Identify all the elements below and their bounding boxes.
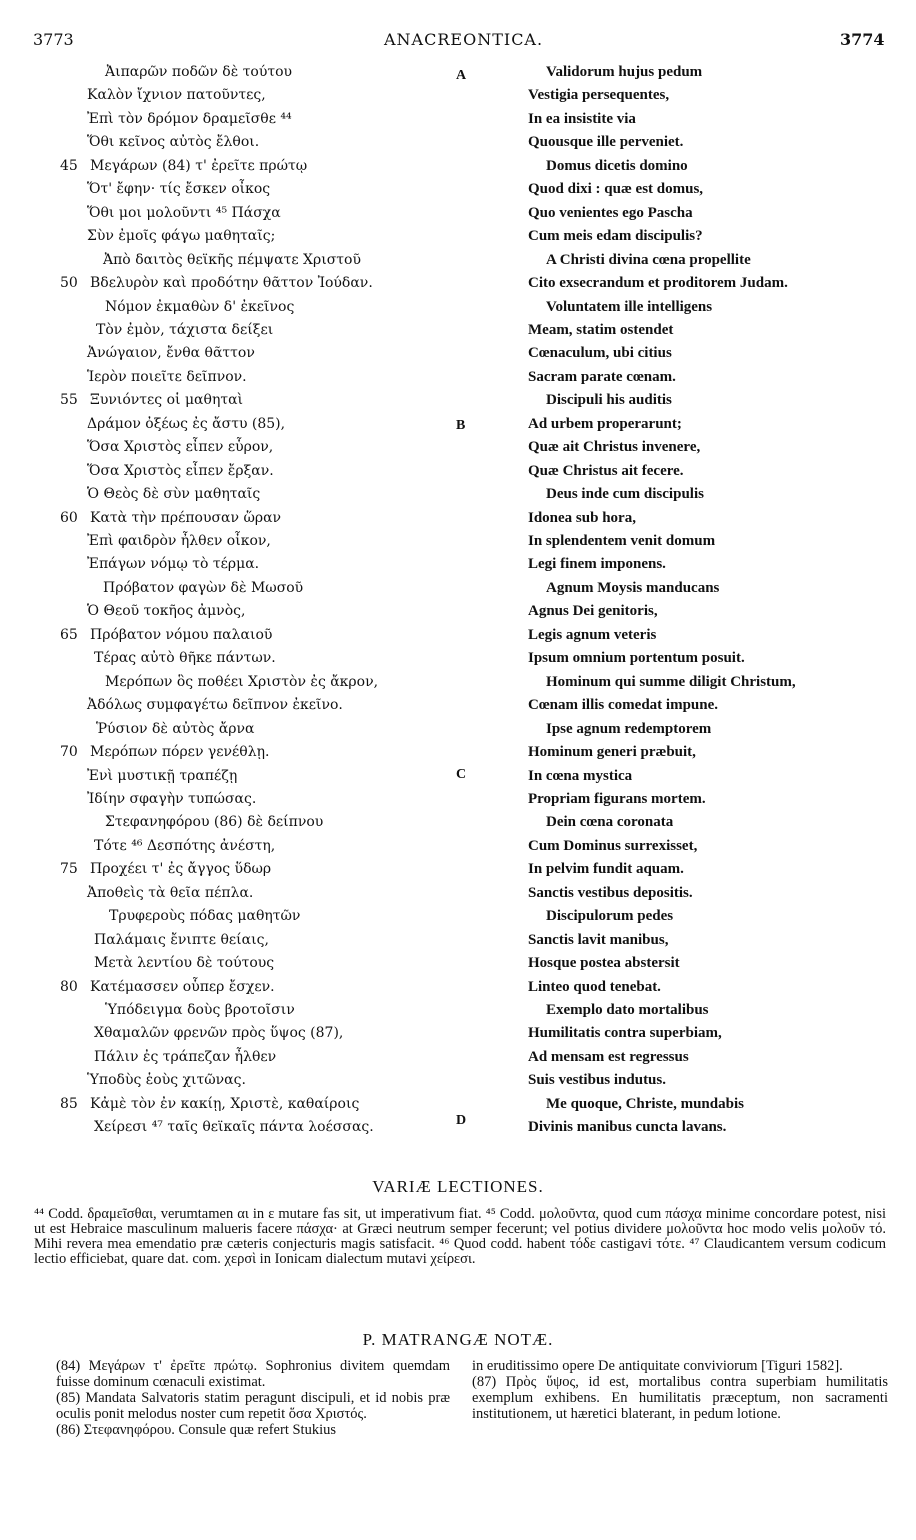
latin-verse-line: Ad urbem properarunt;: [528, 415, 682, 432]
greek-verse-line: Τρυφεροὺς πόδας μαθητῶν: [109, 908, 301, 925]
latin-verse-line: In pelvim fundit aquam.: [528, 861, 684, 878]
latin-verse-line: Discipuli his auditis: [546, 392, 672, 409]
greek-verse-line: Τέρας αὐτὸ θῆκε πάντων.: [94, 650, 276, 667]
greek-verse-line: Ὅθι κεῖνος αὐτὸς ἔλθοι.: [87, 134, 260, 151]
latin-verse-line: In ea insistite via: [528, 110, 636, 127]
latin-verse-line: Hominum qui summe diligit Christum,: [546, 673, 796, 690]
greek-verse-line: Τότε ⁴⁶ Δεσπότης ἀνέστη,: [94, 837, 276, 854]
verse-number: 85: [60, 1095, 78, 1112]
greek-verse-line: Μεγάρων (84) τ' ἐρεῖτε πρώτῳ: [90, 157, 308, 174]
greek-verse-line: Ὅτ' ἔφην· τίς ἔσκεν οἶκος: [87, 181, 271, 198]
latin-verse-line: Quæ ait Christus invenere,: [528, 439, 701, 456]
note-84: (84) Μεγάρων τ' ἐρεῖτε πρώτῳ. Sophronius divitem quemdam fuisse dominum cœnaculi existimat.: [56, 1358, 450, 1390]
latin-verse-line: Linteo quod tenebat.: [528, 978, 661, 995]
page-number-left: 3773: [33, 30, 74, 49]
column-section-letter: C: [456, 767, 467, 782]
greek-verse-line: Ὁ Θεὸς δὲ σὺν μαθηταῖς: [87, 486, 261, 503]
verse-number: 75: [60, 861, 78, 878]
latin-verse-line: Divinis manibus cuncta lavans.: [528, 1119, 727, 1136]
notes-left-column: [56, 1358, 450, 1438]
verse-number: 45: [60, 157, 78, 174]
latin-verse-line: Cito exsecrandum et proditorem Judam.: [528, 275, 788, 292]
note-86-continued: in eruditissimo opere De antiquitate conviviorum [Tiguri 1582].: [472, 1358, 843, 1374]
latin-verse-line: Idonea sub hora,: [528, 509, 636, 526]
greek-verse-line: Ἱερὸν ποιεῖτε δεῖπνον.: [87, 368, 247, 385]
greek-verse-line: Χείρεσι ⁴⁷ ταῖς θεϊκαῖς πάντα λοέσσας.: [94, 1119, 374, 1136]
greek-verse-line: Ὑποδὺς ἑοὺς χιτῶνας.: [87, 1072, 246, 1089]
greek-verse-line: Ἐπὶ τὸν δρόμον δραμεῖσθε ⁴⁴: [87, 110, 292, 127]
greek-verse-line: Ὑπόδειγμα δοὺς βροτοῖσιν: [105, 1002, 295, 1018]
variae-lectiones-text: ⁴⁴ Codd. δραμεῖσθαι, verumtamen αι in ε mutare fas sit, ut imperativum fiat. ⁴⁵ Codd. μολοῦντα, quod cum πάσχα minime concordare potest, nisi ut est Hebraice masculinum malueris facere πάσχα· at Græci neutrum semper fecerunt; vel potius dividere μολοῦντα hoc modo velis μολοῦν τό. Mihi revera mea emendatio præ cæteris conjecturis magis satisfacit. ⁴⁶ Quod codd. habent τόδε castigavi τότε. ⁴⁷ Claudicantem versum codicum lectio efficiebat, quare dat. com. χερσὶ in Ionicam dialectum mutavi χείρεσι.: [34, 1206, 886, 1267]
running-title: ANACREONTICA.: [384, 30, 544, 49]
greek-verse-line: Ὁ Θεοῦ τοκῆος ἀμνὸς,: [87, 603, 246, 620]
greek-verse-line: Ῥύσιον δὲ αὐτὸς ἄρνα: [96, 720, 255, 737]
greek-verse-line: Ξυνιόντες οἱ μαθηταὶ: [90, 392, 244, 409]
greek-verse-line: Στεφανηφόρου (86) δὲ δείπνου: [105, 814, 324, 831]
greek-verse-line: Ὅσα Χριστὸς εἶπεν εὗρον,: [87, 439, 274, 456]
greek-verse-line: Νόμον ἐκμαθὼν δ' ἐκεῖνος: [105, 298, 295, 315]
greek-verse-line: Ὅσα Χριστὸς εἶπεν ἔρξαν.: [87, 462, 274, 479]
greek-verse-line: Τὸν ἐμὸν, τάχιστα δείξει: [96, 321, 274, 338]
latin-verse-line: Sanctis vestibus depositis.: [528, 884, 693, 901]
greek-verse-line: Πρόβατον νόμου παλαιοῦ: [90, 626, 273, 643]
latin-verse-line: Sanctis lavit manibus,: [528, 931, 669, 948]
latin-verse-line: Voluntatem ille intelligens: [546, 298, 713, 315]
latin-verse-line: Deus inde cum discipulis: [546, 486, 704, 503]
latin-verse-line: Legis agnum veteris: [528, 626, 657, 643]
latin-verse-line: Dein cœna coronata: [546, 814, 674, 831]
latin-verse-line: Vestigia persequentes,: [528, 87, 670, 104]
greek-verse-line: Ἐπάγων νόμῳ τὸ τέρμα.: [87, 556, 260, 573]
latin-verse-line: A Christi divina cœna propellite: [546, 251, 751, 268]
latin-verse-line: Hosque postea abstersit: [528, 955, 680, 972]
greek-verse-line: Ἀιπαρῶν ποδῶν δὲ τούτου: [105, 64, 293, 80]
greek-verse-line: Ἐπὶ φαιδρὸν ἦλθεν οἶκον,: [87, 533, 271, 549]
latin-verse-line: Cœnaculum, ubi citius: [528, 345, 672, 362]
column-section-letter: B: [456, 418, 466, 433]
latin-verse-line: Cum meis edam discipulis?: [528, 228, 703, 245]
latin-verse-line: Ipsum omnium portentum posuit.: [528, 650, 745, 667]
latin-verse-line: Domus dicetis domino: [546, 157, 688, 174]
latin-verse-line: Quo venientes ego Pascha: [528, 204, 693, 221]
greek-verse-line: Προχέει τ' ἐς ἄγγος ὕδωρ: [90, 861, 272, 878]
latin-verse-line: Quousque ille perveniet.: [528, 134, 684, 151]
greek-verse-line: Κἀμὲ τὸν ἐν κακίῃ, Χριστὲ, καθαίροις: [90, 1095, 360, 1112]
notes-heading: P. MATRANGÆ NOTÆ.: [362, 1330, 554, 1349]
greek-verse-line: Καλὸν ἴχνιον πατοῦντες,: [87, 87, 266, 104]
greek-verse-line: Κατὰ τὴν πρέπουσαν ὥραν: [90, 509, 282, 526]
column-section-letter: D: [456, 1113, 467, 1128]
greek-verse-line: Παλάμαις ἔνιπτε θείαις,: [94, 931, 269, 948]
latin-verse-line: Sacram parate cœnam.: [528, 368, 676, 385]
page-number-right: 3774: [840, 30, 885, 49]
latin-verse-line: Agnus Dei genitoris,: [528, 603, 658, 620]
latin-verse-line: Cum Dominus surrexisset,: [528, 837, 698, 854]
latin-verse-line: Discipulorum pedes: [546, 908, 674, 925]
greek-verse-line: Ἀποθεὶς τὰ θεῖα πέπλα.: [87, 884, 254, 901]
verse-number: 70: [60, 744, 78, 761]
latin-verse-line: Exemplo dato mortalibus: [546, 1002, 709, 1018]
latin-verse-line: Agnum Moysis manducans: [546, 579, 720, 596]
verse-number: 80: [60, 978, 78, 995]
notes-right-column: [472, 1358, 888, 1422]
latin-verse-line: Me quoque, Christe, mundabis: [546, 1095, 744, 1112]
greek-verse-line: Χθαμαλῶν φρενῶν πρὸς ὕψος (87),: [94, 1025, 344, 1042]
latin-verse-line: Propriam figurans mortem.: [528, 790, 706, 807]
greek-verse-line: Μερόπων πόρεν γενέθλῃ.: [90, 744, 270, 761]
greek-verse-line: Ἀδόλως συμφαγέτω δεῖπνον ἐκεῖνο.: [87, 697, 343, 714]
latin-verse-line: Suis vestibus indutus.: [528, 1072, 666, 1089]
latin-verse-line: Legi finem imponens.: [528, 556, 666, 573]
latin-verse-line: Quod dixi : quæ est domus,: [528, 181, 704, 198]
greek-verse-line: Ἀνώγαιον, ἔνθα θᾶττον: [87, 345, 255, 362]
latin-verse-line: Ipse agnum redemptorem: [546, 720, 712, 737]
note-86: (86) Στεφανηφόρου. Consule quæ refert Stukius: [56, 1422, 336, 1438]
greek-verse-line: Πάλιν ἐς τράπεζαν ἦλθεν: [94, 1048, 277, 1065]
greek-verse-line: Μετὰ λεντίου δὲ τούτους: [94, 955, 275, 972]
greek-verse-line: Ὅθι μοι μολοῦντι ⁴⁵ Πάσχα: [87, 204, 281, 221]
latin-verse-line: Validorum hujus pedum: [546, 64, 703, 80]
latin-verse-line: Quæ Christus ait fecere.: [528, 462, 684, 479]
verse-number: 65: [60, 626, 78, 643]
latin-verse-line: Humilitatis contra superbiam,: [528, 1025, 722, 1042]
greek-verse-line: Βδελυρὸν καὶ προδότην θᾶττον Ἰούδαν.: [90, 275, 373, 292]
latin-verse-line: Meam, statim ostendet: [528, 321, 674, 338]
greek-verse-line: Δράμον ὀξέως ἐς ἄστυ (85),: [87, 415, 286, 432]
greek-verse-line: Ἀπὸ δαιτὸς θεϊκῆς πέμψατε Χριστοῦ: [103, 251, 361, 268]
greek-verse-line: Ἐνὶ μυστικῇ τραπέζῃ: [87, 767, 238, 784]
latin-verse-line: Cœnam illis comedat impune.: [528, 697, 719, 714]
greek-verse-line: Σὺν ἐμοῖς φάγω μαθηταῖς;: [87, 228, 276, 245]
note-85: (85) Mandata Salvatoris statim peragunt discipuli, et id nobis præ oculis ponit melodus noster cum repetit ὅσα Χριστός.: [56, 1390, 450, 1422]
greek-verse-line: Πρόβατον φαγὼν δὲ Μωσοῦ: [103, 579, 304, 596]
greek-verse-line: Μερόπων ὃς ποθέει Χριστὸν ἐς ἄκρον,: [105, 673, 379, 690]
variae-lectiones-heading: VARIÆ LECTIONES.: [372, 1177, 544, 1196]
verse-number: 60: [60, 509, 78, 526]
latin-verse-line: Ad mensam est regressus: [528, 1048, 689, 1065]
column-section-letter: A: [456, 68, 467, 83]
verse-number: 50: [60, 275, 78, 292]
greek-verse-line: Ἰδίην σφαγὴν τυπώσας.: [87, 790, 257, 807]
greek-verse-line: Κατέμασσεν οὗπερ ἔσχεν.: [90, 978, 275, 995]
latin-verse-line: Hominum generi præbuit,: [528, 744, 696, 761]
verse-number: 55: [60, 392, 78, 409]
note-87: (87) Πρὸς ὕψος, id est, mortalibus contra superbiam humilitatis exemplum exhibens. En humilitatis præceptum, non sacramenti institutionem, ut hæretici blaterant, in pedum lotione.: [472, 1374, 888, 1422]
latin-verse-line: In splendentem venit domum: [528, 533, 716, 549]
latin-verse-line: In cœna mystica: [528, 767, 633, 784]
